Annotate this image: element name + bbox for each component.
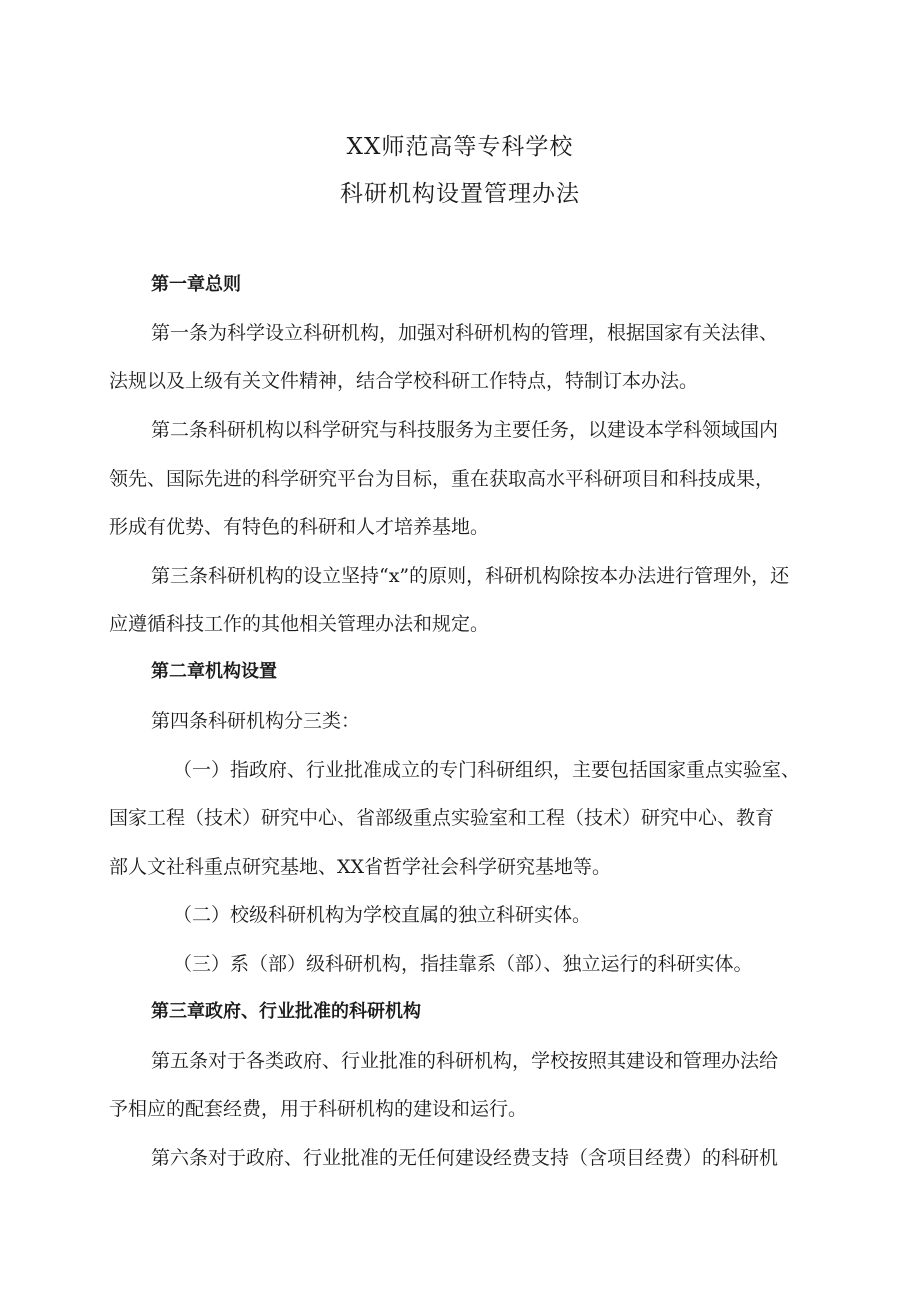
chapter-2-heading: 第二章机构设置 bbox=[151, 661, 277, 682]
article-2-line3: 形成有优势、有特色的科研和人才培养基地。 bbox=[109, 516, 490, 538]
category-1-line3: 部人文社科重点研究基地、XX省哲学社会科学研究基地等。 bbox=[109, 856, 612, 878]
article-4-line1: 第四条科研机构分三类： bbox=[151, 710, 361, 732]
article-3-line1: 第三条科研机构的设立坚持“x”的原则，科研机构除按本办法进行管理外，还 bbox=[151, 565, 790, 587]
category-2-line1: （二）校级科研机构为学校直属的独立科研实体。 bbox=[173, 904, 592, 926]
article-2-line1: 第二条科研机构以科学研究与科技服务为主要任务，以建设本学科领域国内 bbox=[151, 419, 779, 441]
chapter-1-heading: 第一章总则 bbox=[151, 274, 241, 295]
article-2-line2: 领先、国际先进的科学研究平台为目标，重在获取高水平科研项目和科技成果， bbox=[109, 468, 775, 490]
article-3-line2: 应遵循科技工作的其他相关管理办法和规定。 bbox=[109, 613, 490, 635]
article-1-line2: 法规以及上级有关文件精神，结合学校科研工作特点，特制订本办法。 bbox=[109, 370, 699, 392]
category-3-line1: （三）系（部）级科研机构，指挂靠系（部）、独立运行的科研实体。 bbox=[173, 953, 753, 975]
article-1-line1: 第一条为科学设立科研机构，加强对科研机构的管理，根据国家有关法律、 bbox=[151, 322, 779, 344]
document-title-line1: XX师范高等专科学校 bbox=[346, 134, 574, 160]
article-6-line1: 第六条对于政府、行业批准的无任何建设经费支持（含项目经费）的科研机 bbox=[151, 1147, 779, 1169]
category-1-line2: 国家工程（技术）研究中心、省部级重点实验室和工程（技术）研究中心、教育 bbox=[109, 807, 775, 829]
article-5-line1: 第五条对于各类政府、行业批准的科研机构，学校按照其建设和管理办法给 bbox=[151, 1050, 779, 1072]
article-5-line2: 予相应的配套经费，用于科研机构的建设和运行。 bbox=[109, 1098, 528, 1120]
document-title-line2: 科研机构设置管理办法 bbox=[340, 181, 580, 207]
chapter-3-heading: 第三章政府、行业批准的科研机构 bbox=[151, 1001, 421, 1022]
category-1-line1: （一）指政府、行业批准成立的专门科研组织，主要包括国家重点实验室、 bbox=[173, 759, 801, 781]
